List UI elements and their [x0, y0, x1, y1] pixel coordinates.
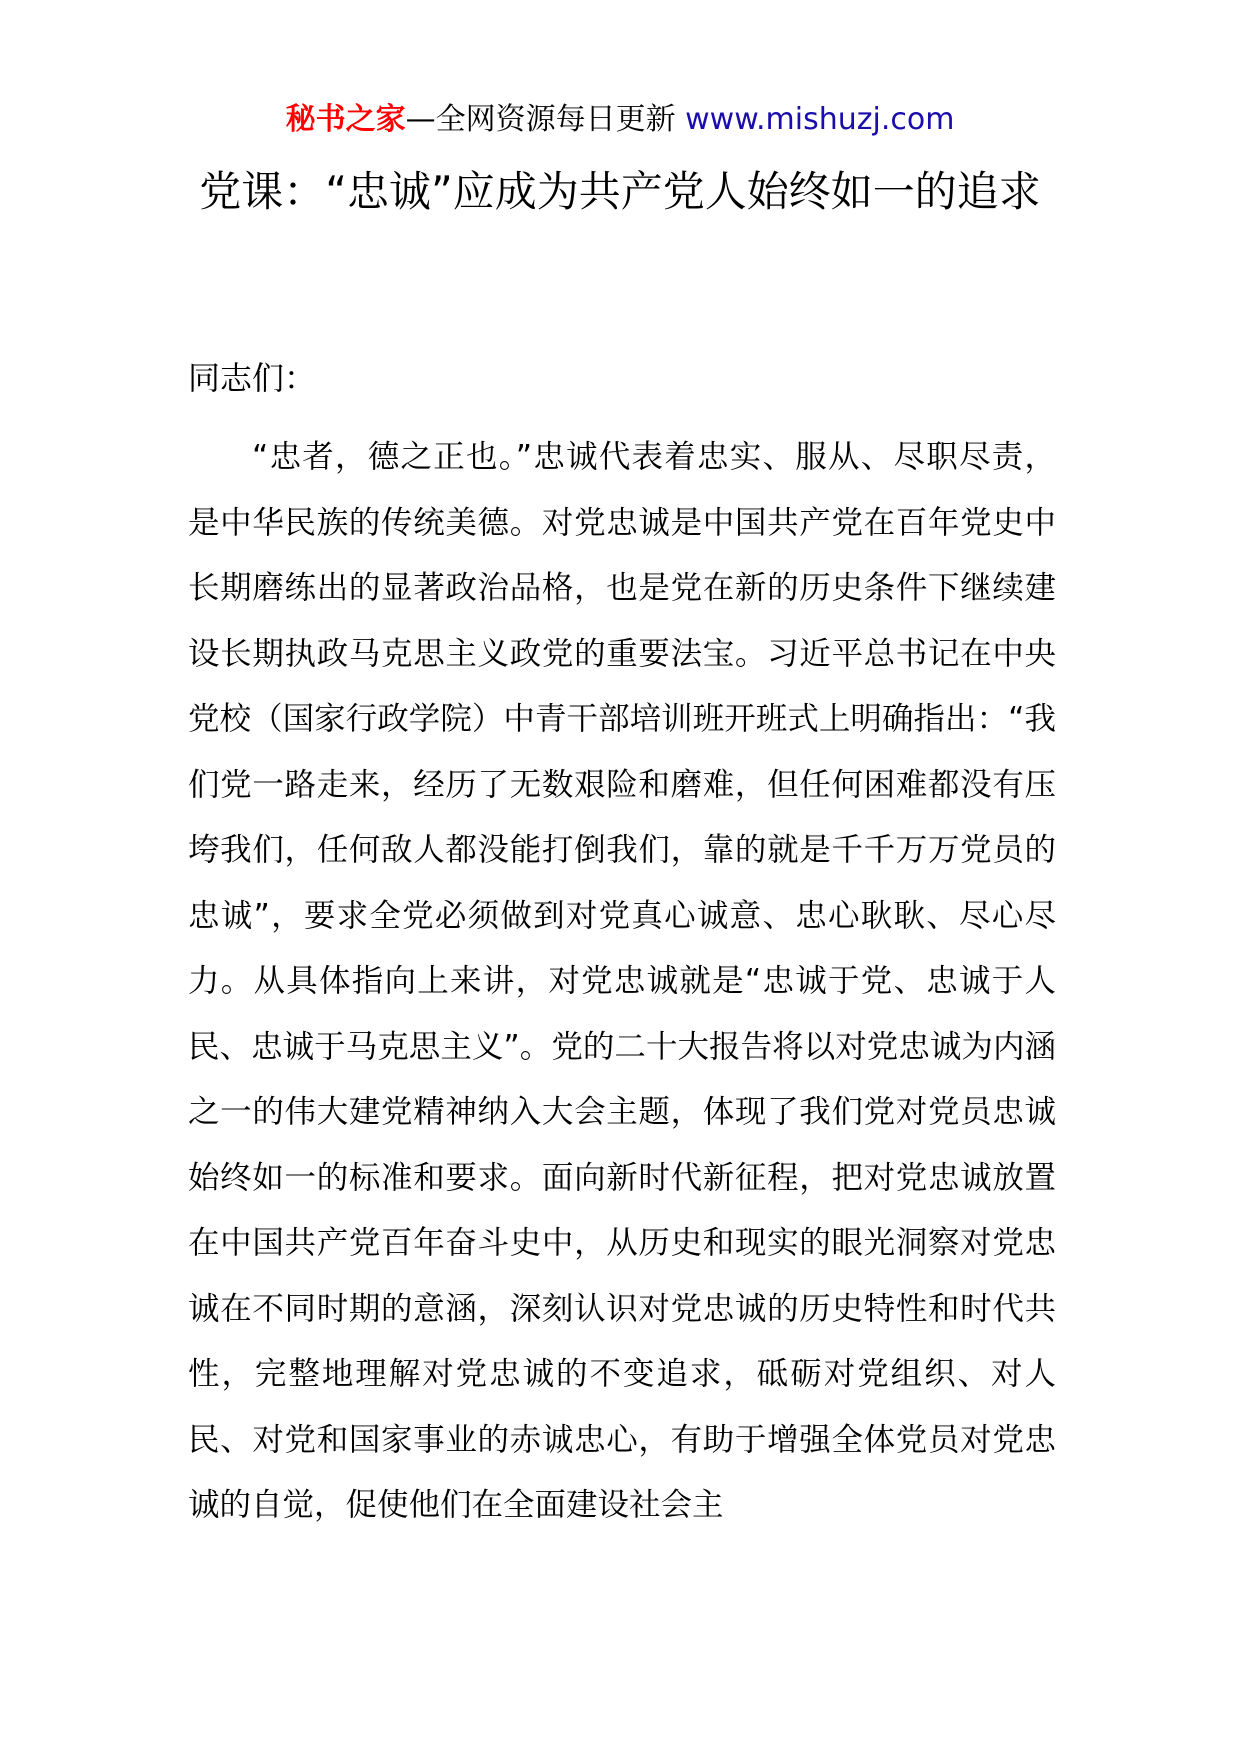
site-header	[0, 100, 1240, 140]
salutation: 同志们：	[188, 359, 317, 397]
body-paragraph: “忠者，德之正也。”忠诚代表着忠实、服从、尽职尽责，是中华民族的传统美德。对党忠诚是中国共产党在百年党史中长期磨练出的显著政治品格，也是党在新的历史条件下继续建设长期执政马克思主义政党的重要法宝。习近平总书记在中央党校（国家行政学院）中青干部培训班开班式上明确指出：“我们党一路走来，经历了无数艰险和磨难，但任何困难都没有压垮我们，任何敌人都没能打倒我们，靠的就是千千万万党员的忠诚”，要求全党必须做到对党真心诚意、忠心耿耿、尽心尽力。从具体指向上来讲，对党忠诚就是“忠诚于党、忠诚于人民、忠诚于马克思主义”。党的二十大报告将以对党忠诚为内涵之一的伟大建党精神纳入大会主题，体现了我们党对党员忠诚始终如一的标准和要求。面向新时代新征程，把对党忠诚放置在中国共产党百年奋斗史中，从历史和现实的眼光洞察对党忠诚在不同时期的意涵，深刻认识对党忠诚的历史特性和时代共性，完整地理解对党忠诚的不变追求，砥砺对党组织、对人民、对党和国家事业的赤诚忠心，有助于增强全体党员对党忠诚的自觉，促使他们在全面建设社会主	[188, 439, 1056, 1523]
site-slogan: —全网资源每日更新	[405, 102, 676, 137]
document-title: 党课：“忠诚”应成为共产党人始终如一的追求	[199, 167, 1041, 216]
site-brand: 秘书之家	[285, 102, 406, 137]
site-url-link[interactable]: www.mishuzj.com	[685, 102, 955, 137]
